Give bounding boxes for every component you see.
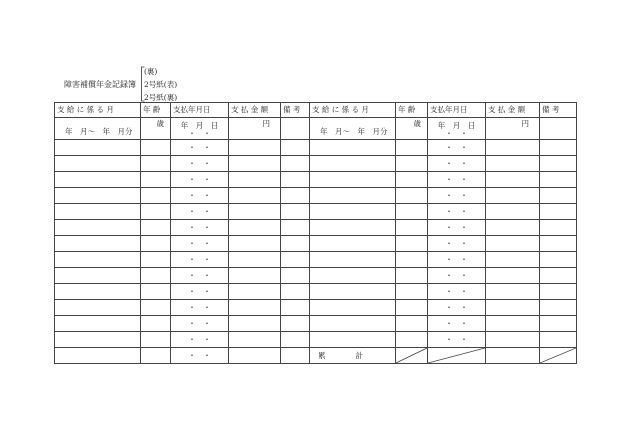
table-row bbox=[55, 236, 577, 252]
header-age-left bbox=[141, 103, 171, 118]
cell-age[interactable] bbox=[396, 252, 428, 268]
cell-amount[interactable] bbox=[486, 316, 540, 332]
date-dots: ・ ・ bbox=[445, 286, 468, 296]
cell-amount[interactable] bbox=[229, 268, 281, 284]
cell-remarks[interactable] bbox=[540, 316, 577, 332]
yen-unit: 円 bbox=[262, 119, 270, 128]
cell-age[interactable] bbox=[396, 118, 428, 140]
cell-amount[interactable] bbox=[486, 220, 540, 236]
header-paydate-left bbox=[171, 103, 229, 118]
cell-slashed bbox=[396, 348, 428, 364]
cell-remarks[interactable] bbox=[281, 204, 310, 220]
cell-age[interactable] bbox=[396, 204, 428, 220]
cell-amount[interactable] bbox=[229, 156, 281, 172]
cell-remarks[interactable] bbox=[540, 140, 577, 156]
cell-remarks[interactable] bbox=[540, 332, 577, 348]
cell-paydate[interactable] bbox=[171, 348, 229, 364]
cell-paydate[interactable] bbox=[171, 188, 229, 204]
cell-slashed bbox=[540, 348, 577, 364]
date-dots: ・ ・ bbox=[445, 334, 468, 344]
cell-amount[interactable] bbox=[486, 300, 540, 316]
date-unit: 年 月 日 bbox=[180, 120, 219, 130]
cell-month[interactable] bbox=[55, 236, 141, 252]
cell-amount[interactable] bbox=[229, 348, 281, 364]
header-label: 支払年月日 bbox=[430, 105, 468, 115]
cell-age[interactable] bbox=[396, 316, 428, 332]
cell-amount[interactable] bbox=[229, 332, 281, 348]
header-amount-right bbox=[486, 103, 540, 118]
cell-paydate[interactable] bbox=[171, 300, 229, 316]
cell-paydate[interactable] bbox=[171, 284, 229, 300]
cell-amount[interactable] bbox=[229, 172, 281, 188]
table-row bbox=[55, 204, 577, 220]
cell-paydate[interactable] bbox=[428, 172, 486, 188]
form-variant-2-front: 2号紙(表) bbox=[144, 80, 178, 89]
cell-amount[interactable] bbox=[229, 118, 281, 140]
header-age-right bbox=[396, 103, 428, 118]
cell-amount[interactable] bbox=[486, 118, 540, 140]
cell-month-range[interactable] bbox=[55, 118, 141, 140]
date-dots: ・ ・ bbox=[188, 129, 211, 138]
cell-age[interactable] bbox=[141, 236, 171, 252]
date-unit: 年 月 日 bbox=[437, 120, 476, 130]
cell-remarks[interactable] bbox=[540, 156, 577, 172]
form-title: 障害補償年金記録簿 bbox=[64, 80, 136, 89]
cell-month[interactable] bbox=[55, 204, 141, 220]
date-dots: ・ ・ bbox=[445, 142, 468, 152]
header-amount-left bbox=[229, 103, 281, 118]
header-label: 支 給 に 係 る 月 bbox=[57, 105, 114, 115]
cell-age[interactable] bbox=[141, 118, 171, 140]
header-label: 支 給 に 係 る 月 bbox=[312, 105, 369, 115]
table-row bbox=[55, 188, 577, 204]
cell-paydate[interactable] bbox=[428, 220, 486, 236]
cell-month[interactable] bbox=[310, 268, 396, 284]
header-label: 支 払 金 額 bbox=[231, 105, 269, 115]
cell-amount[interactable] bbox=[229, 140, 281, 156]
date-dots: ・ ・ bbox=[188, 190, 211, 200]
cell-age[interactable] bbox=[141, 268, 171, 284]
date-dots: ・ ・ bbox=[445, 270, 468, 280]
date-dots: ・ ・ bbox=[188, 350, 211, 360]
cell-paydate[interactable] bbox=[428, 156, 486, 172]
cell-remarks[interactable] bbox=[281, 220, 310, 236]
cell-paydate[interactable] bbox=[171, 220, 229, 236]
cell-amount[interactable] bbox=[486, 268, 540, 284]
cell-month[interactable] bbox=[55, 220, 141, 236]
cell-remarks[interactable] bbox=[281, 140, 310, 156]
header-remarks-left bbox=[281, 103, 310, 118]
cell-amount[interactable] bbox=[486, 188, 540, 204]
date-dots: ・ ・ bbox=[188, 142, 211, 152]
form-variant-back: (裏) bbox=[144, 67, 158, 76]
cell-paydate[interactable] bbox=[428, 268, 486, 284]
cell-remarks[interactable] bbox=[540, 188, 577, 204]
cell-month[interactable] bbox=[55, 300, 141, 316]
cell-month[interactable] bbox=[55, 268, 141, 284]
cell-amount[interactable] bbox=[229, 252, 281, 268]
cell-age[interactable] bbox=[141, 348, 171, 364]
cell-amount[interactable] bbox=[486, 156, 540, 172]
cell-remarks[interactable] bbox=[281, 252, 310, 268]
cell-amount[interactable] bbox=[229, 204, 281, 220]
age-unit: 歳 bbox=[156, 119, 164, 128]
cell-amount[interactable] bbox=[486, 204, 540, 220]
cell-month[interactable] bbox=[55, 332, 141, 348]
cell-remarks[interactable] bbox=[540, 268, 577, 284]
slash-mark bbox=[540, 348, 576, 363]
cell-age[interactable] bbox=[141, 156, 171, 172]
cell-remarks[interactable] bbox=[281, 348, 310, 364]
total-row bbox=[55, 348, 577, 364]
cell-remarks[interactable] bbox=[540, 172, 577, 188]
cell-month[interactable] bbox=[310, 156, 396, 172]
cell-month[interactable] bbox=[310, 284, 396, 300]
cell-paydate[interactable] bbox=[171, 268, 229, 284]
header-label: 備 考 bbox=[283, 105, 301, 115]
cell-paydate[interactable] bbox=[171, 140, 229, 156]
cell-amount[interactable] bbox=[486, 140, 540, 156]
cell-age[interactable] bbox=[396, 332, 428, 348]
cell-month[interactable] bbox=[55, 140, 141, 156]
cell-remarks[interactable] bbox=[281, 188, 310, 204]
date-dots: ・ ・ bbox=[445, 158, 468, 168]
cell-remarks[interactable] bbox=[281, 284, 310, 300]
cell-remarks[interactable] bbox=[540, 204, 577, 220]
date-dots: ・ ・ bbox=[188, 238, 211, 248]
cell-paydate[interactable] bbox=[428, 316, 486, 332]
cell-age[interactable] bbox=[141, 252, 171, 268]
cell-paydate[interactable] bbox=[428, 236, 486, 252]
cell-age[interactable] bbox=[141, 284, 171, 300]
cell-month[interactable] bbox=[310, 332, 396, 348]
cell-age[interactable] bbox=[396, 172, 428, 188]
cell-age[interactable] bbox=[396, 140, 428, 156]
date-dots: ・ ・ bbox=[188, 334, 211, 344]
cell-paydate[interactable] bbox=[428, 284, 486, 300]
header-label: 支払年月日 bbox=[173, 105, 211, 115]
cell-paydate[interactable] bbox=[428, 140, 486, 156]
cell-age[interactable] bbox=[141, 188, 171, 204]
cell-paydate[interactable] bbox=[171, 252, 229, 268]
cell-month[interactable] bbox=[310, 252, 396, 268]
table-row bbox=[55, 316, 577, 332]
cell-month[interactable] bbox=[55, 348, 141, 364]
cell-month[interactable] bbox=[310, 140, 396, 156]
cell-age[interactable] bbox=[141, 300, 171, 316]
cell-month[interactable] bbox=[310, 220, 396, 236]
form-variant-2-back: 2号紙(裏) bbox=[144, 93, 178, 102]
cell-remarks[interactable] bbox=[540, 220, 577, 236]
date-dots: ・ ・ bbox=[188, 270, 211, 280]
cell-remarks[interactable] bbox=[281, 118, 310, 140]
cell-age[interactable] bbox=[396, 220, 428, 236]
yen-unit: 円 bbox=[521, 119, 529, 128]
table-row bbox=[55, 332, 577, 348]
cell-remarks[interactable] bbox=[540, 300, 577, 316]
cell-remarks[interactable] bbox=[281, 268, 310, 284]
header-label: 年 齢 bbox=[398, 105, 416, 115]
cell-month bbox=[310, 348, 396, 364]
date-dots: ・ ・ bbox=[188, 286, 211, 296]
header-remarks-right bbox=[540, 103, 577, 118]
cell-remarks[interactable] bbox=[281, 300, 310, 316]
cell-paydate[interactable] bbox=[428, 252, 486, 268]
age-unit: 歳 bbox=[413, 119, 421, 128]
unit-row bbox=[55, 118, 577, 140]
header-paydate-right bbox=[428, 103, 486, 118]
cell-amount[interactable] bbox=[486, 332, 540, 348]
cell-paydate[interactable] bbox=[171, 332, 229, 348]
date-dots: ・ ・ bbox=[188, 254, 211, 264]
cell-month[interactable] bbox=[310, 172, 396, 188]
slash-mark bbox=[396, 348, 427, 363]
date-dots: ・ ・ bbox=[445, 302, 468, 312]
cell-age[interactable] bbox=[396, 236, 428, 252]
cell-age[interactable] bbox=[141, 316, 171, 332]
cell-amount[interactable] bbox=[229, 188, 281, 204]
cell-amount[interactable] bbox=[229, 316, 281, 332]
cell-paydate[interactable] bbox=[171, 204, 229, 220]
date-dots: ・ ・ bbox=[445, 318, 468, 328]
table-row bbox=[55, 284, 577, 300]
table-row bbox=[55, 172, 577, 188]
table-row bbox=[55, 140, 577, 156]
cell-age[interactable] bbox=[396, 284, 428, 300]
cell-paydate[interactable] bbox=[428, 300, 486, 316]
cell-amount[interactable] bbox=[486, 172, 540, 188]
month-range-label: 年 月～ 年 月分 bbox=[320, 127, 388, 137]
cell-amount[interactable] bbox=[486, 236, 540, 252]
cell-remarks[interactable] bbox=[540, 284, 577, 300]
cell-amount[interactable] bbox=[486, 348, 540, 364]
cell-paydate[interactable] bbox=[171, 156, 229, 172]
header-row bbox=[55, 103, 577, 118]
header-label: 備 考 bbox=[542, 105, 560, 115]
cell-paydate[interactable] bbox=[171, 172, 229, 188]
cell-paydate[interactable] bbox=[171, 236, 229, 252]
cell-age[interactable] bbox=[141, 204, 171, 220]
cell-month[interactable] bbox=[310, 188, 396, 204]
total-label: 累 計 bbox=[318, 350, 363, 360]
cell-age[interactable] bbox=[396, 300, 428, 316]
cell-paydate[interactable] bbox=[428, 332, 486, 348]
cell-age[interactable] bbox=[396, 156, 428, 172]
cell-remarks[interactable] bbox=[281, 316, 310, 332]
cell-amount[interactable] bbox=[229, 300, 281, 316]
cell-month-range[interactable] bbox=[310, 118, 396, 140]
cell-month[interactable] bbox=[55, 284, 141, 300]
date-dots: ・ ・ bbox=[445, 129, 468, 138]
cell-month[interactable] bbox=[310, 236, 396, 252]
date-dots: ・ ・ bbox=[445, 222, 468, 232]
date-dots: ・ ・ bbox=[445, 190, 468, 200]
table-row bbox=[55, 252, 577, 268]
table-row bbox=[55, 268, 577, 284]
cell-slashed bbox=[428, 348, 486, 364]
cell-amount[interactable] bbox=[486, 252, 540, 268]
header-month-right bbox=[310, 103, 396, 118]
cell-amount[interactable] bbox=[229, 284, 281, 300]
slash-mark bbox=[428, 348, 485, 363]
cell-remarks[interactable] bbox=[281, 332, 310, 348]
cell-month[interactable] bbox=[55, 316, 141, 332]
cell-paydate[interactable] bbox=[428, 204, 486, 220]
cell-remarks[interactable] bbox=[281, 236, 310, 252]
cell-month[interactable] bbox=[55, 188, 141, 204]
cell-month[interactable] bbox=[55, 252, 141, 268]
ledger-table bbox=[54, 102, 577, 364]
date-dots: ・ ・ bbox=[188, 318, 211, 328]
cell-month[interactable] bbox=[310, 204, 396, 220]
month-range-label: 年 月～ 年 月分 bbox=[65, 127, 133, 137]
cell-remarks[interactable] bbox=[540, 236, 577, 252]
cell-paydate[interactable] bbox=[171, 118, 229, 140]
cell-age[interactable] bbox=[141, 140, 171, 156]
table-row bbox=[55, 220, 577, 236]
cell-month[interactable] bbox=[310, 300, 396, 316]
cell-month[interactable] bbox=[55, 156, 141, 172]
cell-month[interactable] bbox=[310, 316, 396, 332]
date-dots: ・ ・ bbox=[188, 158, 211, 168]
cell-paydate[interactable] bbox=[428, 118, 486, 140]
cell-age[interactable] bbox=[141, 172, 171, 188]
date-dots: ・ ・ bbox=[188, 206, 211, 216]
cell-remarks[interactable] bbox=[540, 118, 577, 140]
date-dots: ・ ・ bbox=[188, 174, 211, 184]
date-dots: ・ ・ bbox=[188, 302, 211, 312]
date-dots: ・ ・ bbox=[188, 222, 211, 232]
header-label: 支 払 金 額 bbox=[488, 105, 526, 115]
date-dots: ・ ・ bbox=[445, 238, 468, 248]
cell-amount[interactable] bbox=[486, 284, 540, 300]
cell-age[interactable] bbox=[396, 268, 428, 284]
table-row bbox=[55, 156, 577, 172]
cell-paydate[interactable] bbox=[171, 316, 229, 332]
header-month-left bbox=[55, 103, 141, 118]
date-dots: ・ ・ bbox=[445, 254, 468, 264]
cell-age[interactable] bbox=[396, 188, 428, 204]
cell-month[interactable] bbox=[55, 172, 141, 188]
cell-paydate[interactable] bbox=[428, 188, 486, 204]
date-dots: ・ ・ bbox=[445, 206, 468, 216]
cell-amount[interactable] bbox=[229, 236, 281, 252]
cell-remarks[interactable] bbox=[281, 172, 310, 188]
cell-remarks[interactable] bbox=[281, 156, 310, 172]
cell-age[interactable] bbox=[141, 332, 171, 348]
header-label: 年 齢 bbox=[143, 105, 161, 115]
date-dots: ・ ・ bbox=[445, 174, 468, 184]
cell-remarks[interactable] bbox=[540, 252, 577, 268]
cell-amount[interactable] bbox=[229, 220, 281, 236]
cell-age[interactable] bbox=[141, 220, 171, 236]
table-row bbox=[55, 300, 577, 316]
